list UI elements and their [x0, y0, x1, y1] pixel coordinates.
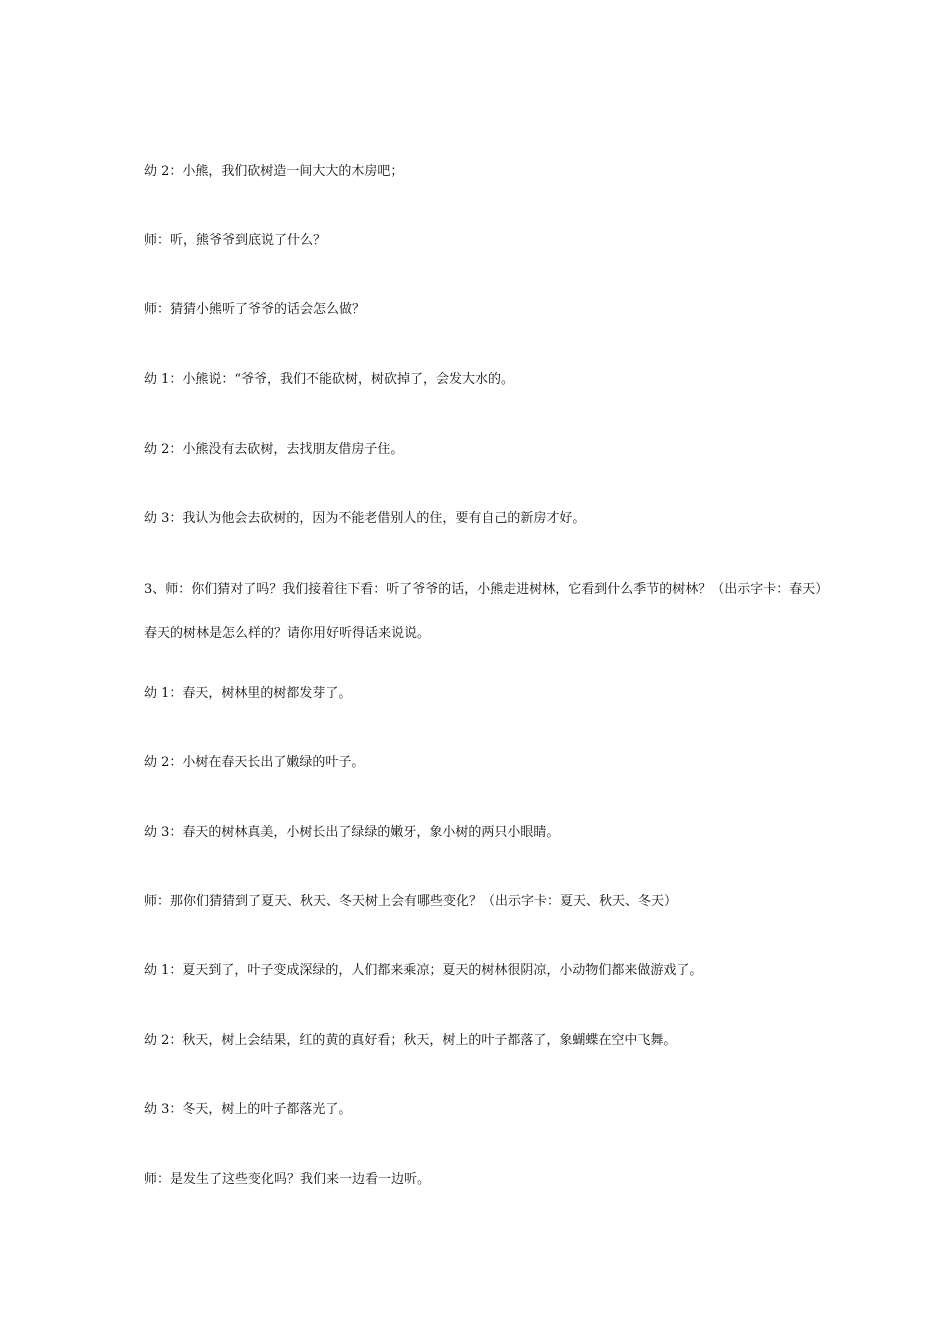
paragraph-10: 幼 3：春天的树林真美，小树长出了绿绿的嫩牙，象小树的两只小眼睛。 [144, 825, 560, 840]
paragraph-9: 幼 2：小树在春天长出了嫩绿的叶子。 [144, 755, 365, 770]
paragraph-2: 师：听，熊爷爷到底说了什么？ [144, 233, 327, 248]
paragraph-5: 幼 2：小熊没有去砍树，去找朋友借房子住。 [144, 442, 404, 457]
paragraph-12: 幼 1：夏天到了，叶子变成深绿的，人们都来乘凉；夏天的树林很阴凉，小动物们都来做游戏了。 [144, 963, 703, 978]
paragraph-8: 幼 1：春天，树林里的树都发芽了。 [144, 686, 352, 701]
paragraph-4: 幼 1：小熊说：“爷爷，我们不能砍树，树砍掉了，会发大水的。 [144, 372, 515, 387]
paragraph-7: 3、师：你们猜对了吗？我们接着往下看：听了爷爷的话，小熊走进树林，它看到什么季节的树林？（出示字卡：春天）春天的树林是怎么样的？请你用好听得话来说说。 [144, 582, 822, 641]
paragraph-14: 幼 3：冬天，树上的叶子都落光了。 [144, 1102, 352, 1117]
paragraph-15: 师：是发生了这些变化吗？我们来一边看一边听。 [144, 1172, 431, 1187]
paragraph-1: 幼 2：小熊，我们砍树造一间大大的木房吧； [144, 164, 404, 179]
paragraph-3: 师：猜猜小熊听了爷爷的话会怎么做？ [144, 302, 366, 317]
paragraph-13: 幼 2：秋天，树上会结果，红的黄的真好看；秋天，树上的叶子都落了，象蝴蝶在空中飞舞。 [144, 1033, 677, 1048]
paragraph-11: 师：那你们猜猜到了夏天、秋天、冬天树上会有哪些变化？（出示字卡：夏天、秋天、冬天） [144, 894, 678, 909]
paragraph-6: 幼 3：我认为他会去砍树的，因为不能老借别人的住，要有自己的新房才好。 [144, 511, 586, 526]
